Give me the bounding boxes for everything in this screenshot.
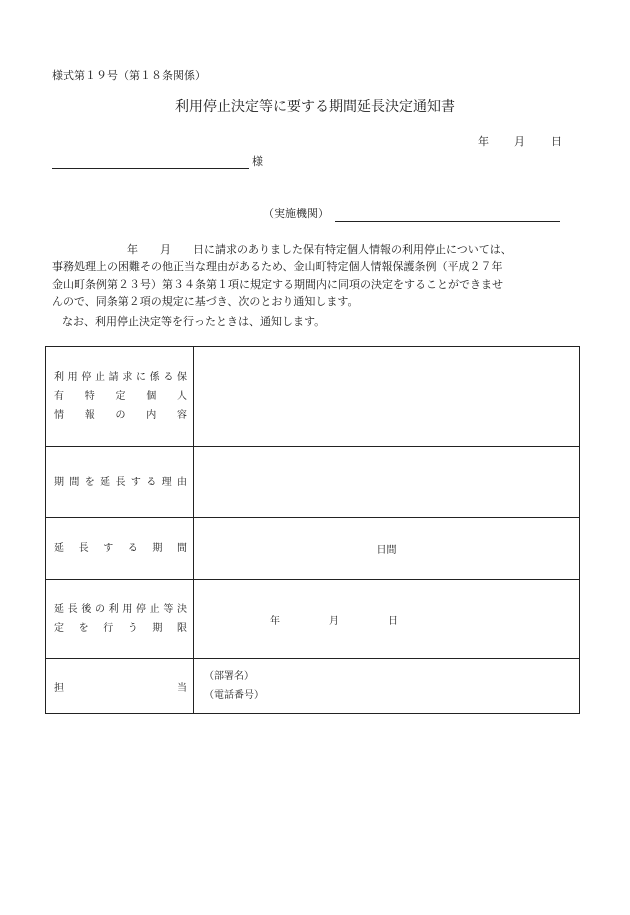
table-row <box>46 447 580 518</box>
extension-period-label <box>46 518 194 580</box>
phone-number-label: （電話番号） <box>204 690 264 701</box>
deadline-day: 日 <box>388 615 398 627</box>
request-content-label-line: 情 報 の 内 容 <box>54 410 187 421</box>
extension-table <box>45 346 580 714</box>
deadline-label-line: 定 を 行 う 期 限 <box>54 623 187 634</box>
deadline-label-line: 延長後の利用停止等決 <box>54 604 187 615</box>
body-paragraph <box>52 241 562 311</box>
notice-text: なお、利用停止決定等を行ったときは、通知します。 <box>62 315 326 328</box>
contact-label-text <box>54 679 187 694</box>
extension-reason-field[interactable] <box>194 447 580 518</box>
request-content-field[interactable] <box>194 347 580 447</box>
date-year: 年 <box>478 135 489 148</box>
contact-label-right: 当 <box>177 682 187 694</box>
implementing-body-label: （実施機関） <box>263 207 329 220</box>
addressee-suffix: 様 <box>252 155 263 168</box>
deadline-date <box>194 612 579 627</box>
deadline-year: 年 <box>270 615 280 627</box>
table-row <box>46 659 580 714</box>
implementing-body-line <box>335 221 560 222</box>
request-content-label-line: 有 特 定 個 人 <box>54 391 187 402</box>
extension-period-days: 日間 <box>376 545 397 556</box>
addressee-line <box>52 168 249 169</box>
body-line-3: 金山町条例第２３号）第３４条第１項に規定する期間内に同項の決定をすることができませ <box>52 277 503 291</box>
document-title: 利用停止決定等に要する期間延長決定通知書 <box>175 99 455 115</box>
deadline-field[interactable] <box>194 580 580 659</box>
date-day: 日 <box>551 135 562 148</box>
department-name-label: （部署名） <box>204 671 254 682</box>
extension-period-field[interactable] <box>194 518 580 580</box>
body-line-4: んので、同条第２項の規定に基づき、次のとおり通知します。 <box>52 295 359 309</box>
extension-reason-label-text: 期間を延長する理由 <box>54 476 187 488</box>
extension-period-label-text: 延 長 す る 期 間 <box>54 543 187 554</box>
date-month: 月 <box>514 135 525 148</box>
contact-label-left: 担 <box>54 682 64 694</box>
table-row <box>46 580 580 659</box>
body-line-1: 年 月 日に請求のありました保有特定個人情報の利用停止については、 <box>127 243 512 256</box>
deadline-month: 月 <box>329 615 339 627</box>
request-content-label-line: 利用停止請求に係る保 <box>54 372 187 383</box>
contact-field[interactable] <box>194 659 580 714</box>
form-number: 様式第１９号（第１８条関係） <box>52 69 206 82</box>
body-line-2: 事務処理上の困難その他正当な理由があるため、金山町特定個人情報保護条例（平成２７年 <box>52 260 503 274</box>
extension-reason-label <box>46 447 194 518</box>
contact-label <box>46 659 194 714</box>
table-row <box>46 518 580 580</box>
request-content-label <box>46 347 194 447</box>
table-row <box>46 347 580 447</box>
deadline-label <box>46 580 194 659</box>
